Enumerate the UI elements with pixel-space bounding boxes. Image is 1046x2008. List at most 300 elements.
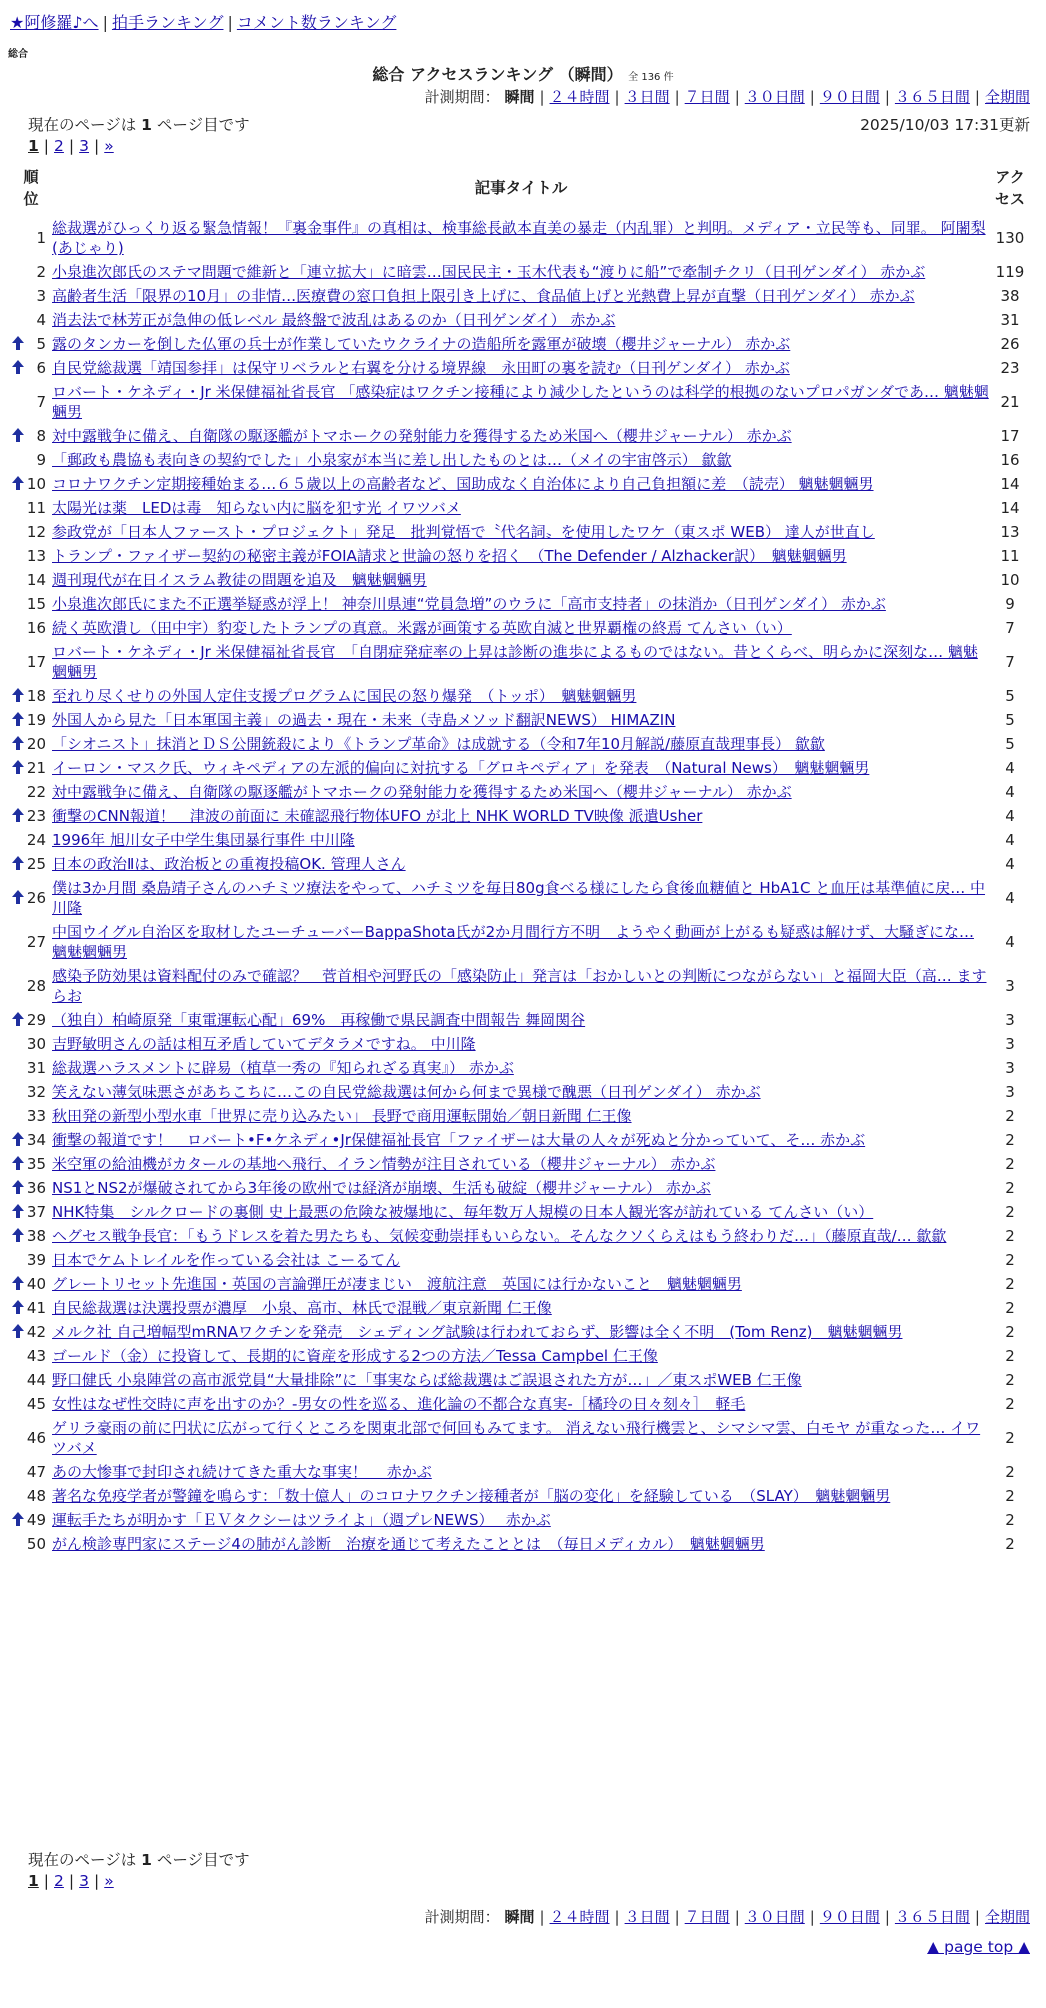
article-link[interactable]: 小泉進次郎氏のステマ問題で維新と「連立拡大」に暗雲…国民民主・玉木代表も“渡りに船”で牽制チクリ（日刊ゲンダイ） 赤かぶ xyxy=(52,263,926,281)
article-link[interactable]: 総裁選がひっくり返る緊急情報！『裏金事件』の真相は、検事総長畝本直美の暴走（内乱罪）と判明。メディア・立民等も、同罪。 阿闍梨(あじゃり) xyxy=(52,219,986,257)
rank-number: 32 xyxy=(26,1083,46,1101)
period-link-6[interactable]: ３６５日間 xyxy=(894,88,970,106)
period-link-7[interactable]: 全期間 xyxy=(984,1908,1030,1926)
period-separator: | xyxy=(974,88,980,106)
article-link[interactable]: 女性はなぜ性交時に声を出すのか？-男女の性を巡る、進化論の不都合な真実-［橘玲の日々刻々］ 軽毛 xyxy=(52,1395,746,1413)
title-cell xyxy=(52,1224,990,1248)
nav-separator: | xyxy=(102,13,108,32)
table-row xyxy=(10,1344,1030,1368)
period-label: 計測期間： xyxy=(424,88,505,106)
table-row xyxy=(10,684,1030,708)
table-row xyxy=(10,424,1030,448)
title-cell xyxy=(52,520,990,544)
access-count: 4 xyxy=(1005,807,1015,825)
table-row xyxy=(10,616,1030,640)
up-arrow-icon xyxy=(12,1510,24,1526)
title-cell xyxy=(52,260,990,284)
article-link[interactable]: 中国ウイグル自治区を取材したユーチューバーBappaShota氏が2か月間行方不明 ようやく動画が上がるも疑惑は解けず、大騒ぎにな… 魑魅魍魎男 xyxy=(52,923,974,961)
article-link[interactable]: 太陽光は薬 LEDは毒 知らない内に脳を犯す光 イワツバメ xyxy=(52,499,461,517)
up-arrow-icon xyxy=(12,806,24,822)
access-count: 2 xyxy=(1005,1371,1015,1389)
page-info-bottom xyxy=(28,1848,250,1870)
period-separator: | xyxy=(614,1908,620,1926)
table-row xyxy=(10,380,1030,424)
rank-cell xyxy=(10,1392,52,1416)
access-count: 4 xyxy=(1005,889,1015,907)
article-link[interactable]: 米空軍の給油機がカタールの基地へ飛行、イラン情勢が注目されている（櫻井ジャーナル） 赤かぶ xyxy=(52,1155,716,1173)
article-link[interactable]: 野口健氏 小泉陣営の高市派党員“大量排除”に「事実ならば総裁選はご誤退された方が…」／東スポWEB 仁王像 xyxy=(52,1371,802,1389)
rank-number: 9 xyxy=(36,451,46,469)
table-row xyxy=(10,1008,1030,1032)
article-link[interactable]: 小泉進次郎氏にまた不正選挙疑惑が浮上！ 神奈川県連“党員急増”のウラに「高市支持者」の抹消か（日刊ゲンダイ） 赤かぶ xyxy=(52,595,886,613)
rank-cell xyxy=(10,496,52,520)
access-count: 4 xyxy=(1005,783,1015,801)
up-arrow-icon xyxy=(12,1226,24,1242)
article-link[interactable]: ヘグセス戦争長官：「もうドレスを着た男たちも、気候変動崇拝もいらない。そんなクソくらえはもう終わりだ…」（藤原直哉/… 歙歙 xyxy=(52,1227,947,1245)
period-separator: | xyxy=(674,88,680,106)
table-row xyxy=(10,1056,1030,1080)
title-cell xyxy=(52,1248,990,1272)
table-row xyxy=(10,708,1030,732)
period-label: 計測期間： xyxy=(424,1908,505,1926)
header-count-text: アク セス xyxy=(994,168,1025,208)
rank-cell xyxy=(10,616,52,640)
pager-current: 1 xyxy=(28,137,39,155)
nav-link-0[interactable]: ★阿修羅♪へ xyxy=(10,13,99,32)
rank-cell xyxy=(10,1152,52,1176)
title-cell xyxy=(52,1080,990,1104)
title-cell xyxy=(52,708,990,732)
rank-cell xyxy=(10,1296,52,1320)
article-link[interactable]: 日本でケムトレイルを作っている会社は こーるてん xyxy=(52,1251,401,1269)
rank-number: 26 xyxy=(26,889,46,907)
period-link-3[interactable]: ７日間 xyxy=(684,1908,730,1926)
access-count: 2 xyxy=(1005,1511,1015,1529)
table-row xyxy=(10,544,1030,568)
article-link[interactable]: 自民党総裁選「靖国参拝」は保守リベラルと右翼を分ける境界線 永田町の裏を読む（日刊ゲンダイ） 赤かぶ xyxy=(52,359,790,377)
access-count: 2 xyxy=(1005,1429,1015,1447)
rank-number: 7 xyxy=(36,393,46,411)
rank-number: 6 xyxy=(36,359,46,377)
table-row xyxy=(10,1176,1030,1200)
access-count: 9 xyxy=(1005,595,1015,613)
period-link-4[interactable]: ３０日間 xyxy=(744,1908,805,1926)
nav-link-1[interactable]: 拍手ランキング xyxy=(111,13,224,32)
page-info-suffix: ページ目です xyxy=(156,116,250,134)
article-link[interactable]: 「郵政も農協も表向きの契約でした」小泉家が本当に差し出したものとは…（メイの宇宙啓示） 歙歙 xyxy=(52,451,732,469)
up-arrow-icon xyxy=(12,1202,24,1218)
access-count: 7 xyxy=(1005,619,1015,637)
access-count: 10 xyxy=(1000,571,1020,589)
rank-cell xyxy=(10,1272,52,1296)
rank-cell xyxy=(10,852,52,876)
article-link[interactable]: 感染予防効果は資料配付のみで確認？ 菅首相や河野氏の「感染防止」発言は「おかしいとの判断につながらない」と福岡大臣（高… ますらお xyxy=(52,967,987,1005)
title-cell xyxy=(52,616,990,640)
table-row xyxy=(10,1416,1030,1460)
rank-number: 20 xyxy=(26,735,46,753)
article-link[interactable]: 至れり尽くせりの外国人定住支援プログラムに国民の怒り爆発 （トッポ） 魑魅魍魎男 xyxy=(52,687,637,705)
rank-cell xyxy=(10,1224,52,1248)
period-link-2[interactable]: ３日間 xyxy=(624,1908,670,1926)
access-count: 26 xyxy=(1000,335,1020,353)
access-count: 5 xyxy=(1005,687,1015,705)
page-info-prefix: 現在のページは xyxy=(28,1851,137,1869)
page-info-prefix: 現在のページは xyxy=(28,116,137,134)
title-cell xyxy=(52,920,990,964)
access-count: 38 xyxy=(1000,287,1020,305)
pager-link-1[interactable]: 2 xyxy=(54,137,64,155)
rank-number: 24 xyxy=(26,831,46,849)
nav-separator: | xyxy=(227,13,233,32)
article-link[interactable]: ゲリラ豪雨の前に円状に広がって行くところを関東北部で何回もみてます。 消えない飛行機雲と、シマシマ雲、白モヤ が重なった… イワツバメ xyxy=(52,1419,981,1457)
rank-number: 5 xyxy=(36,335,46,353)
rank-cell xyxy=(10,284,52,308)
title-cell xyxy=(52,1056,990,1080)
article-link[interactable]: メルク社 自己増幅型mRNAワクチンを発売 シェディング試験は行われておらず、影響は全く不明 (Tom Renz) 魑魅魍魎男 xyxy=(52,1323,903,1341)
rank-cell xyxy=(10,1416,52,1460)
table-row xyxy=(10,1272,1030,1296)
rank-cell xyxy=(10,640,52,684)
table-row xyxy=(10,1200,1030,1224)
rank-cell xyxy=(10,708,52,732)
access-count: 4 xyxy=(1005,933,1015,951)
article-link[interactable]: NHK特集 シルクロードの裏側 史上最悪の危険な被爆地に、毎年数万人規模の日本人観光客が訪れている てんさい（い） xyxy=(52,1203,874,1221)
table-row xyxy=(10,876,1030,920)
article-link[interactable]: 著名な免疫学者が警鐘を鳴らす：「数十億人」のコロナワクチン接種者が「脳の変化」を経験している （SLAY） 魑魅魍魎男 xyxy=(52,1487,891,1505)
article-link[interactable]: NS1とNS2が爆破されてから3年後の欧州では経済が崩壊、生活も破綻（櫻井ジャーナル） 赤かぶ xyxy=(52,1179,711,1197)
access-count: 5 xyxy=(1005,735,1015,753)
table-row xyxy=(10,260,1030,284)
up-arrow-icon xyxy=(12,710,24,726)
rank-number: 31 xyxy=(26,1059,46,1077)
article-link[interactable]: 衝撃のCNN報道！ 津波の前面に 未確認飛行物体UFO が北上 NHK WORLD TV映像 派遣Usher xyxy=(52,807,703,825)
page-top-link-text[interactable]: ▲ page top ▲ xyxy=(927,1938,1030,1956)
rank-number: 47 xyxy=(26,1463,46,1481)
access-count: 2 xyxy=(1005,1347,1015,1365)
article-link[interactable]: 総裁選ハラスメントに辟易（植草一秀の『知られざる真実』） 赤かぶ xyxy=(52,1059,514,1077)
period-separator: | xyxy=(614,88,620,106)
article-link[interactable]: 対中露戦争に備え、自衛隊の駆逐艦がトマホークの発射能力を獲得するため米国へ（櫻井ジャーナル） 赤かぶ xyxy=(52,783,792,801)
nav-link-2[interactable]: コメント数ランキング xyxy=(236,13,397,32)
page-info-top xyxy=(28,113,250,135)
rank-cell xyxy=(10,1320,52,1344)
period-link-5[interactable]: ９０日間 xyxy=(819,88,880,106)
title-cell xyxy=(52,496,990,520)
period-separator: | xyxy=(539,1908,545,1926)
ranking-table xyxy=(10,160,1030,1556)
category-label: 総合 xyxy=(8,49,28,60)
article-link[interactable]: がん検診専門家にステージ4の肺がん診断 治療を通じて考えたこととは （毎日メディカル） 魑魅魍魎男 xyxy=(52,1535,765,1553)
access-count: 7 xyxy=(1005,653,1015,671)
rank-number: 4 xyxy=(36,311,46,329)
article-link[interactable]: 露のタンカーを倒した仏軍の兵士が作業していたウクライナの造船所を露軍が破壊（櫻井ジャーナル） 赤かぶ xyxy=(52,335,791,353)
period-current: 瞬間 xyxy=(504,88,535,106)
rank-cell xyxy=(10,756,52,780)
article-link[interactable]: グレートリセット先進国・英国の言論弾圧が凄まじい 渡航注意 英国には行かないこと 魑魅魍魎男 xyxy=(52,1275,742,1293)
pager-link-2[interactable]: 3 xyxy=(79,1872,90,1890)
access-count: 2 xyxy=(1005,1227,1015,1245)
title-cell xyxy=(52,684,990,708)
access-count: 2 xyxy=(1005,1203,1015,1221)
up-arrow-icon xyxy=(12,1322,24,1338)
page-title xyxy=(0,62,1046,85)
rank-cell xyxy=(10,732,52,756)
article-link[interactable]: 続く英欧潰し（田中宇）豹変したトランプの真意。米露が画策する英欧自滅と世界覇権の終焉 てんさい（い） xyxy=(52,619,792,637)
table-row xyxy=(10,472,1030,496)
rank-number: 19 xyxy=(26,711,46,729)
article-link[interactable]: ロバート・ケネディ・Jr 米保健福祉省長官 「感染症はワクチン接種により減少したというのは科学的根拠のないプロパガンダであ… 魑魅魍魎男 xyxy=(52,383,989,421)
up-arrow-icon xyxy=(12,474,24,490)
pager-link-1[interactable]: 2 xyxy=(54,1872,64,1890)
table-row xyxy=(10,284,1030,308)
article-link[interactable]: 吉野敏明さんの話は相互矛盾していてデタラメですね。 中川隆 xyxy=(52,1035,476,1053)
rank-cell xyxy=(10,828,52,852)
rank-cell xyxy=(10,1104,52,1128)
header-count xyxy=(990,160,1030,216)
pager-link-2[interactable]: 3 xyxy=(79,137,90,155)
article-link[interactable]: 自民総裁選は決選投票が濃厚 小泉、高市、林氏で混戦／東京新聞 仁王像 xyxy=(52,1299,552,1317)
table-row xyxy=(10,852,1030,876)
title-cell xyxy=(52,568,990,592)
table-row xyxy=(10,828,1030,852)
article-link[interactable]: 日本の政治Ⅱは、政治板との重複投稿OK. 管理人さん xyxy=(52,855,406,873)
access-count: 31 xyxy=(1000,311,1020,329)
title-cell xyxy=(52,876,990,920)
article-link[interactable]: 1996年 旭川女子中学生集団暴行事件 中川隆 xyxy=(52,831,355,849)
rank-cell xyxy=(10,448,52,472)
title-cell xyxy=(52,964,990,1008)
updated-timestamp: 2025/10/03 17:31更新 xyxy=(860,116,1030,134)
article-link[interactable]: ゴールド（金）に投資して、長期的に資産を形成する2つの方法／Tessa Campbel 仁王像 xyxy=(52,1347,658,1365)
up-arrow-icon xyxy=(12,1274,24,1290)
rank-number: 2 xyxy=(36,263,46,281)
title-cell xyxy=(52,852,990,876)
title-cell xyxy=(52,448,990,472)
table-row xyxy=(10,1508,1030,1532)
page-info-number: 1 xyxy=(141,116,152,134)
article-link[interactable]: コロナワクチン定期接種始まる…６５歳以上の高齢者など、国助成なく自治体により自己負担額に差 （読売） 魑魅魍魎男 xyxy=(52,475,874,493)
period-separator: | xyxy=(974,1908,980,1926)
page-top-link[interactable] xyxy=(927,1938,1030,1956)
access-count: 2 xyxy=(1005,1251,1015,1269)
pager-separator: | xyxy=(43,1872,50,1890)
top-navigation xyxy=(10,10,396,33)
title-cell xyxy=(52,424,990,448)
table-row xyxy=(10,592,1030,616)
title-cell xyxy=(52,1484,990,1508)
rank-number: 42 xyxy=(26,1323,46,1341)
rank-cell xyxy=(10,356,52,380)
table-row xyxy=(10,1248,1030,1272)
title-cell xyxy=(52,640,990,684)
table-row xyxy=(10,448,1030,472)
up-arrow-icon xyxy=(12,854,24,870)
table-row xyxy=(10,1080,1030,1104)
rank-number: 41 xyxy=(26,1299,46,1317)
access-count: 2 xyxy=(1005,1463,1015,1481)
access-count: 2 xyxy=(1005,1107,1015,1125)
rank-cell xyxy=(10,1200,52,1224)
title-cell xyxy=(52,756,990,780)
header-rank-text: 順 位 xyxy=(23,168,39,208)
title-cell xyxy=(52,1032,990,1056)
rank-number: 17 xyxy=(26,653,46,671)
article-link[interactable]: ロバート・ケネディ・Jr 米保健福祉省長官 「自閉症発症率の上昇は診断の進歩によるものではない。昔とくらべ、明らかに深刻な… 魑魅魍魎男 xyxy=(52,643,978,681)
table-row xyxy=(10,568,1030,592)
access-count: 4 xyxy=(1005,831,1015,849)
title-cell xyxy=(52,1392,990,1416)
rank-number: 50 xyxy=(26,1535,46,1553)
access-count: 14 xyxy=(1000,499,1020,517)
rank-number: 28 xyxy=(26,977,46,995)
pager-separator: | xyxy=(68,137,75,155)
article-link[interactable]: 秋田発の新型小型水車「世界に売り込みたい」 長野で商用運転開始／朝日新聞 仁王像 xyxy=(52,1107,632,1125)
access-count: 2 xyxy=(1005,1179,1015,1197)
pager-separator: | xyxy=(43,137,50,155)
rank-number: 18 xyxy=(26,687,46,705)
title-cell xyxy=(52,1532,990,1556)
rank-cell xyxy=(10,1176,52,1200)
access-count: 13 xyxy=(1000,523,1020,541)
rank-cell xyxy=(10,684,52,708)
table-row xyxy=(10,1320,1030,1344)
title-cell xyxy=(52,1320,990,1344)
article-link[interactable]: （独自）柏崎原発「東電運転心配」69% 再稼働で県民調査中間報告 舞岡関谷 xyxy=(52,1011,586,1029)
period-current: 瞬間 xyxy=(504,1908,535,1926)
up-arrow-icon xyxy=(12,358,24,374)
pager-current: 1 xyxy=(28,1872,39,1890)
period-link-5[interactable]: ９０日間 xyxy=(819,1908,880,1926)
rank-number: 39 xyxy=(26,1251,46,1269)
rank-number: 30 xyxy=(26,1035,46,1053)
rank-number: 35 xyxy=(26,1155,46,1173)
table-row xyxy=(10,1484,1030,1508)
access-count: 17 xyxy=(1000,427,1020,445)
period-link-6[interactable]: ３６５日間 xyxy=(894,1908,970,1926)
article-link[interactable]: 僕は3か月間 桑島靖子さんのハチミツ療法をやって、ハチミツを毎日80g食べる様にしたら食後血糖値と HbA1C と血圧は基準値に戻… 中川隆 xyxy=(52,879,986,917)
table-row xyxy=(10,1152,1030,1176)
table-row xyxy=(10,780,1030,804)
title-cell xyxy=(52,1104,990,1128)
rank-number: 45 xyxy=(26,1395,46,1413)
rank-cell xyxy=(10,1484,52,1508)
period-separator: | xyxy=(884,1908,890,1926)
period-link-7[interactable]: 全期間 xyxy=(984,88,1030,106)
rank-number: 12 xyxy=(26,523,46,541)
article-link[interactable]: 「シオニスト」抹消とＤＳ公開銃殺により《トランプ革命》は成就する（令和7年10月解説/藤原直哉理事長） 歙歙 xyxy=(52,735,825,753)
rank-number: 8 xyxy=(36,427,46,445)
table-header-row xyxy=(10,160,1030,216)
period-link-1[interactable]: ２４時間 xyxy=(549,88,610,106)
rank-cell xyxy=(10,544,52,568)
title-cell xyxy=(52,592,990,616)
period-separator: | xyxy=(734,88,740,106)
table-row xyxy=(10,496,1030,520)
article-link[interactable]: 衝撃の報道です！ ロバート•F•ケネディ•Jr保健福祉長官「ファイザーは大量の人々が死ぬと分かっていて、そ… 赤かぶ xyxy=(52,1131,866,1149)
up-arrow-icon xyxy=(12,1178,24,1194)
table-row xyxy=(10,964,1030,1008)
table-row xyxy=(10,520,1030,544)
title-cell xyxy=(52,1416,990,1460)
access-count: 3 xyxy=(1005,977,1015,995)
article-link[interactable]: 笑えない薄気味悪さがあちこちに…この自民党総裁選は何から何まで異様で醜悪（日刊ゲンダイ） 赤かぶ xyxy=(52,1083,761,1101)
article-link[interactable]: 高齢者生活「限界の10月」の非情…医療費の窓口負担上限引き上げに、食品値上げと光熱費上昇が直撃（日刊ゲンダイ） 赤かぶ xyxy=(52,287,915,305)
rank-cell xyxy=(10,1508,52,1532)
article-link[interactable]: 外国人から見た「日本軍国主義」の過去・現在・未来（寺島メソッド翻訳NEWS） HIMAZIN xyxy=(52,711,676,729)
pager-top xyxy=(28,137,114,155)
rank-number: 37 xyxy=(26,1203,46,1221)
period-link-4[interactable]: ３０日間 xyxy=(744,88,805,106)
period-link-2[interactable]: ３日間 xyxy=(624,88,670,106)
rank-cell xyxy=(10,216,52,260)
rank-number: 33 xyxy=(26,1107,46,1125)
table-row xyxy=(10,356,1030,380)
table-row xyxy=(10,804,1030,828)
period-link-1[interactable]: ２４時間 xyxy=(549,1908,610,1926)
rank-number: 46 xyxy=(26,1429,46,1447)
article-link[interactable]: 対中露戦争に備え、自衛隊の駆逐艦がトマホークの発射能力を獲得するため米国へ（櫻井ジャーナル） 赤かぶ xyxy=(52,427,792,445)
rank-number: 1 xyxy=(36,229,46,247)
table-row xyxy=(10,640,1030,684)
pager-separator: | xyxy=(94,137,100,155)
title-cell xyxy=(52,472,990,496)
rank-number: 48 xyxy=(26,1487,46,1505)
period-separator: | xyxy=(674,1908,680,1926)
pager-link-3[interactable]: » xyxy=(104,1872,114,1890)
ranking-body xyxy=(10,216,1030,1556)
rank-number: 49 xyxy=(26,1511,46,1529)
pager-link-3[interactable]: » xyxy=(104,137,114,155)
period-link-3[interactable]: ７日間 xyxy=(684,88,730,106)
article-link[interactable]: あの大惨事で封印され続けてきた重大な事実！ 赤かぶ xyxy=(52,1463,432,1481)
pager-separator: | xyxy=(68,1872,75,1890)
title-cell xyxy=(52,780,990,804)
access-count: 2 xyxy=(1005,1323,1015,1341)
article-link[interactable]: 消去法で林芳正が急伸の低レベル 最終盤で波乱はあるのか（日刊ゲンダイ） 赤かぶ xyxy=(52,311,616,329)
title-cell xyxy=(52,1344,990,1368)
rank-number: 22 xyxy=(26,783,46,801)
rank-number: 29 xyxy=(26,1011,46,1029)
rank-cell xyxy=(10,780,52,804)
rank-number: 43 xyxy=(26,1347,46,1365)
article-link[interactable]: 運転手たちが明かす「ＥＶタクシーはツライよ」（週プレNEWS） 赤かぶ xyxy=(52,1511,551,1529)
title-cell xyxy=(52,732,990,756)
rank-cell xyxy=(10,876,52,920)
access-count: 21 xyxy=(1000,393,1020,411)
article-link[interactable]: イーロン・マスク氏、ウィキペディアの左派的偏向に対抗する「グロキペディア」を発表 （Natural News） 魑魅魍魎男 xyxy=(52,759,870,777)
title-cell xyxy=(52,1008,990,1032)
access-count: 3 xyxy=(1005,1059,1015,1077)
rank-cell xyxy=(10,1056,52,1080)
article-link[interactable]: トランプ・ファイザー契約の秘密主義がFOIA請求と世論の怒りを招く （The Defender / Alzhacker訳） 魑魅魍魎男 xyxy=(52,547,847,565)
table-row xyxy=(10,1392,1030,1416)
up-arrow-icon xyxy=(12,734,24,750)
access-count: 130 xyxy=(995,229,1025,247)
article-link[interactable]: 週刊現代が在日イスラム教徒の問題を追及 魑魅魍魎男 xyxy=(52,571,427,589)
article-link[interactable]: 参政党が「日本人ファースト・プロジェクト」発足 批判覚悟で〝代名詞〟を使用したワケ（東スポ WEB） 達人が世直し xyxy=(52,523,875,541)
rank-cell xyxy=(10,1344,52,1368)
period-separator: | xyxy=(809,1908,815,1926)
title-cell xyxy=(52,1128,990,1152)
rank-cell xyxy=(10,1460,52,1484)
rank-cell xyxy=(10,804,52,828)
access-count: 3 xyxy=(1005,1083,1015,1101)
table-row xyxy=(10,332,1030,356)
rank-number: 15 xyxy=(26,595,46,613)
up-arrow-icon xyxy=(12,1298,24,1314)
page-info-suffix: ページ目です xyxy=(156,1851,250,1869)
title-cell xyxy=(52,284,990,308)
